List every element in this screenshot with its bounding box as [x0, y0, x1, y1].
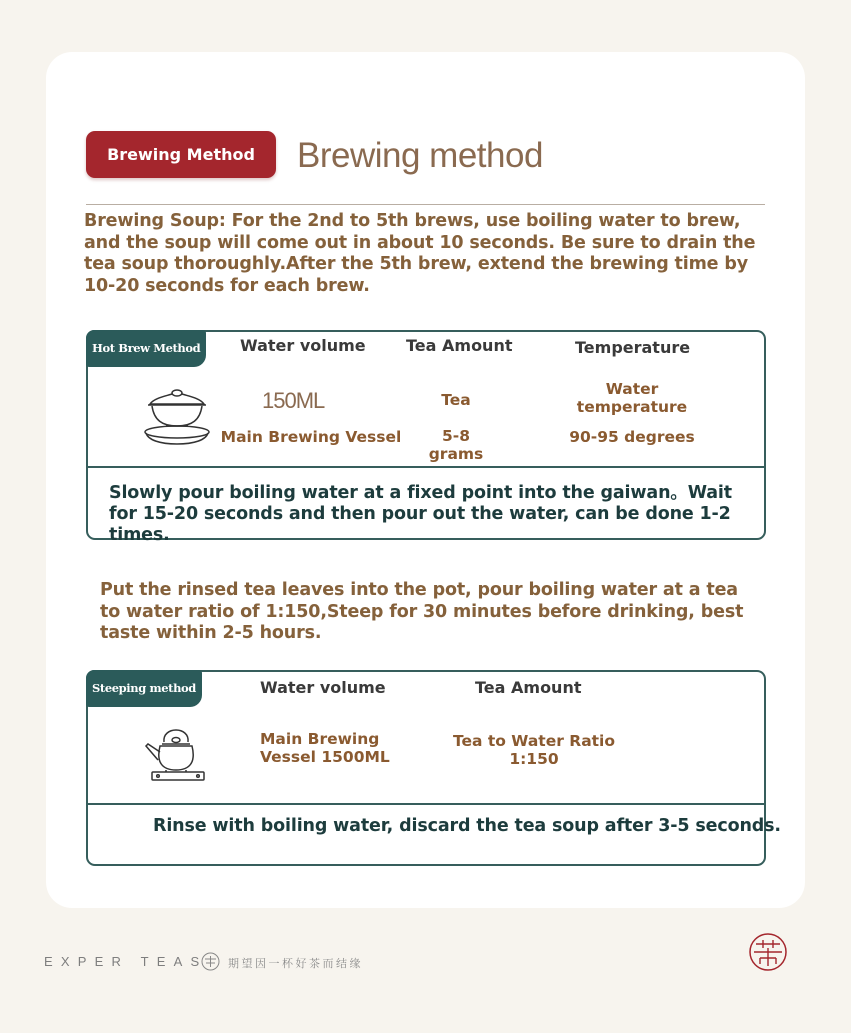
gaiwan-icon [140, 384, 210, 448]
hot-brew-temperature-header: Temperature [575, 338, 691, 357]
tea-amount-grams-unit: grams [428, 445, 484, 463]
title-divider [86, 204, 765, 205]
steeping-vessel-line1: Main Brewing [260, 730, 380, 748]
temp-label-line2: temperature [576, 398, 688, 416]
brewing-soup-paragraph: Brewing Soup: For the 2nd to 5th brews, use boiling water to brew, and the soup will come out in about 10 seconds. Be sure to drain the tea soup thoroughly.After the 5th brew, extend the brewing time by 10-20 seconds for each brew. [84, 211, 756, 296]
brand-slogan: 期望因一杯好茶而结缘 [228, 957, 363, 970]
steeping-tag: Steeping method [86, 670, 202, 707]
steeping-paragraph: Put the rinsed tea leaves into the pot, pour boiling water at a tea to water ratio of 1:150,Steep for 30 minutes before drinking, best taste within 2-5 hours. [100, 580, 744, 643]
hot-brew-box [86, 330, 766, 545]
temp-label-line1: Water [605, 380, 659, 398]
brand-name: EXPER TEAS [44, 954, 208, 969]
steeping-vessel [260, 730, 390, 766]
hot-brew-tea-amount [406, 427, 506, 463]
steeping-vessel-line2: Vessel 1500ML [260, 748, 390, 766]
hot-brew-tea-amount-header: Tea Amount [406, 336, 513, 355]
hot-brew-temperature-label [562, 380, 702, 416]
brewing-method-badge: Brewing Method [86, 131, 276, 178]
brand-mark-icon [201, 952, 220, 971]
hot-brew-vessel: Main Brewing Vessel [220, 428, 402, 446]
steeping-note: Rinse with boiling water, discard the tea soup after 3-5 seconds. [153, 816, 781, 836]
tea-amount-grams-value: 5-8 [441, 427, 470, 445]
steeping-ratio [444, 732, 624, 768]
kettle-icon [142, 716, 212, 784]
tea-seal-icon [748, 932, 788, 972]
steeping-box [86, 670, 781, 866]
page-title: Brewing method [297, 136, 543, 175]
hot-brew-water-volume-header: Water volume [240, 336, 366, 355]
steeping-ratio-line1: Tea to Water Ratio [452, 732, 616, 750]
hot-brew-tea-label: Tea [441, 391, 471, 409]
steeping-ratio-line2: 1:150 [509, 750, 559, 768]
steeping-divider [88, 803, 764, 805]
hot-brew-volume: 150ML [262, 388, 325, 413]
steeping-water-volume-header: Water volume [260, 678, 386, 697]
hot-brew-temperature-value: 90-95 degrees [569, 428, 695, 446]
hot-brew-note: Slowly pour boiling water at a fixed point into the gaiwan。Wait for 15-20 seconds and then pour out the water, can be done 1-2 times. [109, 483, 732, 545]
steeping-tea-amount-header: Tea Amount [475, 678, 582, 697]
hot-brew-tag: Hot Brew Method [86, 330, 206, 367]
hot-brew-divider [88, 466, 764, 468]
